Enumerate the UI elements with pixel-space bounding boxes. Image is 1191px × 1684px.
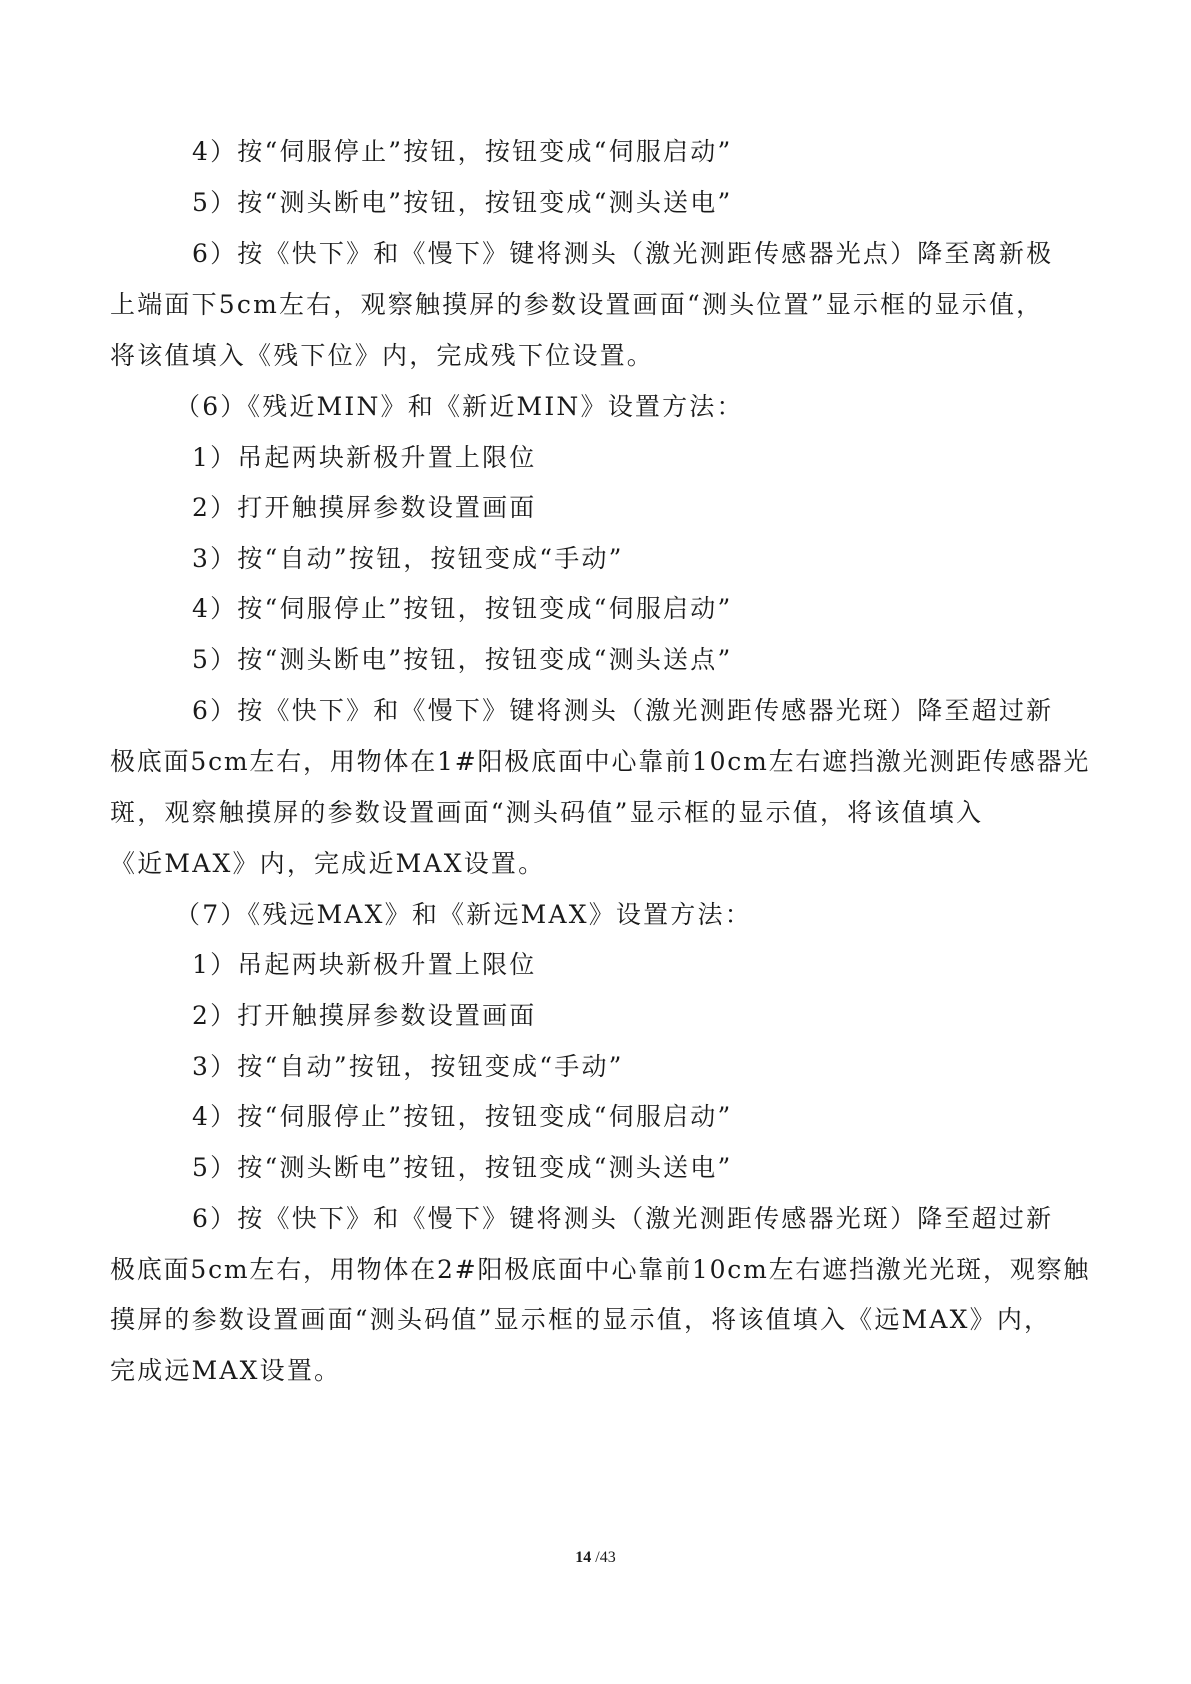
step-line: 2）打开触摸屏参数设置画面 — [192, 1001, 537, 1030]
page-number: 14 — [575, 1549, 592, 1566]
paragraph-line: 《近MAX》内，完成近MAX设置。 — [110, 849, 546, 878]
paragraph-line: 6）按《快下》和《慢下》键将测头（激光测距传感器光斑）降至超过新 — [192, 696, 1054, 725]
step-line: 1）吊起两块新极升置上限位 — [192, 950, 537, 979]
step-line: 4）按“伺服停止”按钮，按钮变成“伺服启动” — [192, 1102, 733, 1131]
step-servo-stop: 4）按“伺服停止”按钮，按钮变成“伺服启动” — [192, 137, 733, 166]
paragraph-line: 极底面5cm左右，用物体在2#阳极底面中心靠前10cm左右遮挡激光光斑，观察触 — [110, 1255, 1091, 1284]
paragraph-line: 将该值填入《残下位》内，完成残下位设置。 — [110, 341, 655, 370]
paragraph-line: 摸屏的参数设置画面“测头码值”显示框的显示值，将该值填入《远MAX》内， — [110, 1305, 1052, 1334]
step-line: 5）按“测头断电”按钮，按钮变成“测头送点” — [192, 645, 733, 674]
step-line: 3）按“自动”按钮，按钮变成“手动” — [192, 544, 624, 573]
step-line: 5）按“测头断电”按钮，按钮变成“测头送电” — [192, 1153, 733, 1182]
section-heading: （7）《残远MAX》和《新远MAX》设置方法： — [175, 900, 752, 929]
step-line: 3）按“自动”按钮，按钮变成“手动” — [192, 1052, 624, 1081]
paragraph-line: 6）按《快下》和《慢下》键将测头（激光测距传感器光点）降至离新极 — [192, 239, 1054, 268]
step-probe-power-off: 5）按“测头断电”按钮，按钮变成“测头送电” — [192, 188, 733, 217]
page-footer — [0, 1548, 1191, 1568]
paragraph-line: 6）按《快下》和《慢下》键将测头（激光测距传感器光斑）降至超过新 — [192, 1204, 1054, 1233]
step-line: 4）按“伺服停止”按钮，按钮变成“伺服启动” — [192, 594, 733, 623]
step-line: 2）打开触摸屏参数设置画面 — [192, 493, 537, 522]
paragraph-line: 完成远MAX设置。 — [110, 1356, 342, 1385]
page-total: /43 — [591, 1549, 616, 1566]
paragraph-line: 斑，观察触摸屏的参数设置画面“测头码值”显示框的显示值，将该值填入 — [110, 798, 984, 827]
paragraph-line: 上端面下5cm左右，观察触摸屏的参数设置画面“测头位置”显示框的显示值， — [110, 290, 1044, 319]
step-line: 1）吊起两块新极升置上限位 — [192, 443, 537, 472]
section-heading: （6）《残近MIN》和《新近MIN》设置方法： — [175, 392, 744, 421]
paragraph-line: 极底面5cm左右，用物体在1#阳极底面中心靠前10cm左右遮挡激光测距传感器光 — [110, 747, 1091, 776]
